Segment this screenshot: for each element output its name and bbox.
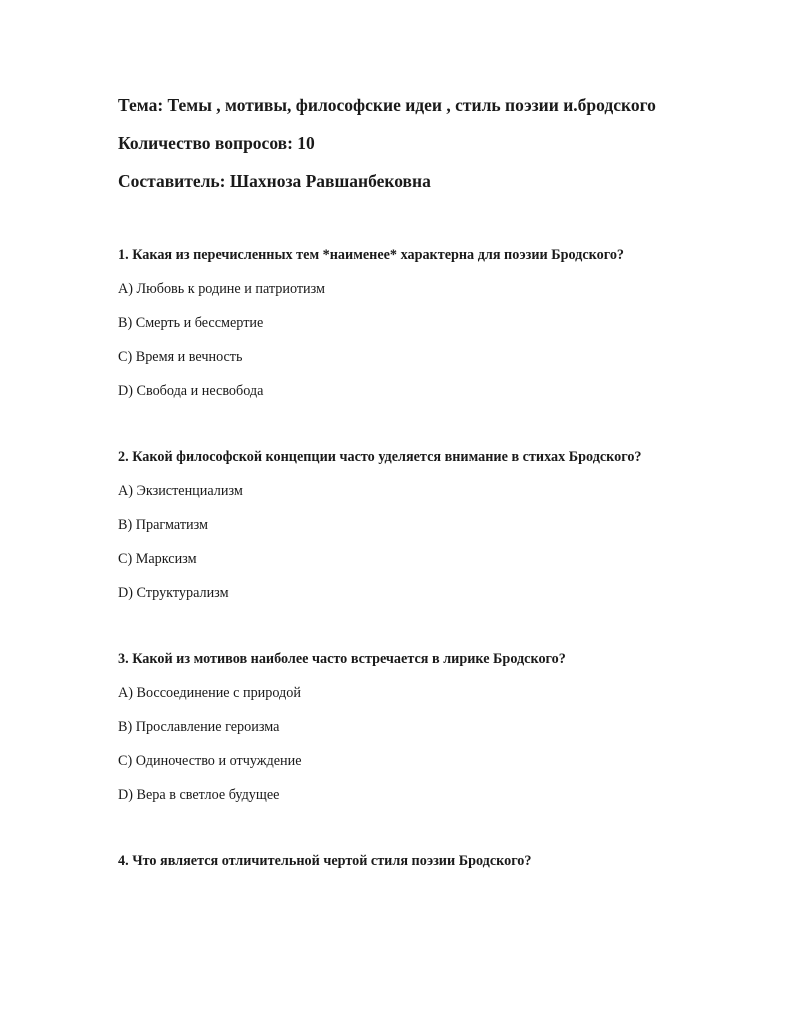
option-item (118, 549, 718, 583)
option-list (118, 481, 718, 617)
option-label: D) Вера в светлое будущее (118, 787, 280, 803)
option-list (118, 683, 718, 819)
option-label: C) Одиночество и отчуждение (118, 753, 302, 769)
option-label: C) Время и вечность (118, 349, 243, 365)
option-item (118, 481, 718, 515)
option-item (118, 515, 718, 549)
question-text: 3. Какой из мотивов наиболее часто встречается в лирике Бродского? (118, 651, 566, 667)
option-list (118, 279, 718, 415)
option-label: B) Смерть и бессмертие (118, 315, 264, 331)
question-block (118, 649, 718, 819)
option-item (118, 381, 718, 415)
question-block (118, 245, 718, 415)
option-item (118, 717, 718, 751)
option-label: D) Структурализм (118, 585, 229, 601)
option-label: C) Марксизм (118, 551, 197, 567)
option-label: B) Прославление героизма (118, 719, 280, 735)
document-title: Тема: Темы , мотивы, философские идеи , стиль поэзии и.бродского (118, 95, 656, 115)
option-label: A) Воссоединение с природой (118, 685, 301, 701)
option-item (118, 683, 718, 717)
option-label: A) Экзистенциализм (118, 483, 243, 499)
option-label: B) Прагматизм (118, 517, 208, 533)
option-item (118, 751, 718, 785)
option-item (118, 785, 718, 819)
option-label: D) Свобода и несвобода (118, 383, 264, 399)
question-text: 4. Что является отличительной чертой стиля поэзии Бродского? (118, 853, 532, 869)
option-item (118, 279, 718, 313)
question-count: Количество вопросов: 10 (118, 133, 315, 153)
question-block (118, 851, 718, 872)
question-text: 1. Какая из перечисленных тем *наименее* характерна для поэзии Бродского? (118, 247, 625, 263)
document-page (118, 93, 718, 872)
option-label: A) Любовь к родине и патриотизм (118, 281, 326, 297)
option-item (118, 347, 718, 381)
option-item (118, 313, 718, 347)
option-item (118, 583, 718, 617)
question-block (118, 447, 718, 617)
author-line: Составитель: Шахноза Равшанбековна (118, 171, 431, 191)
question-text: 2. Какой философской концепции часто уделяется внимание в стихах Бродского? (118, 449, 642, 465)
